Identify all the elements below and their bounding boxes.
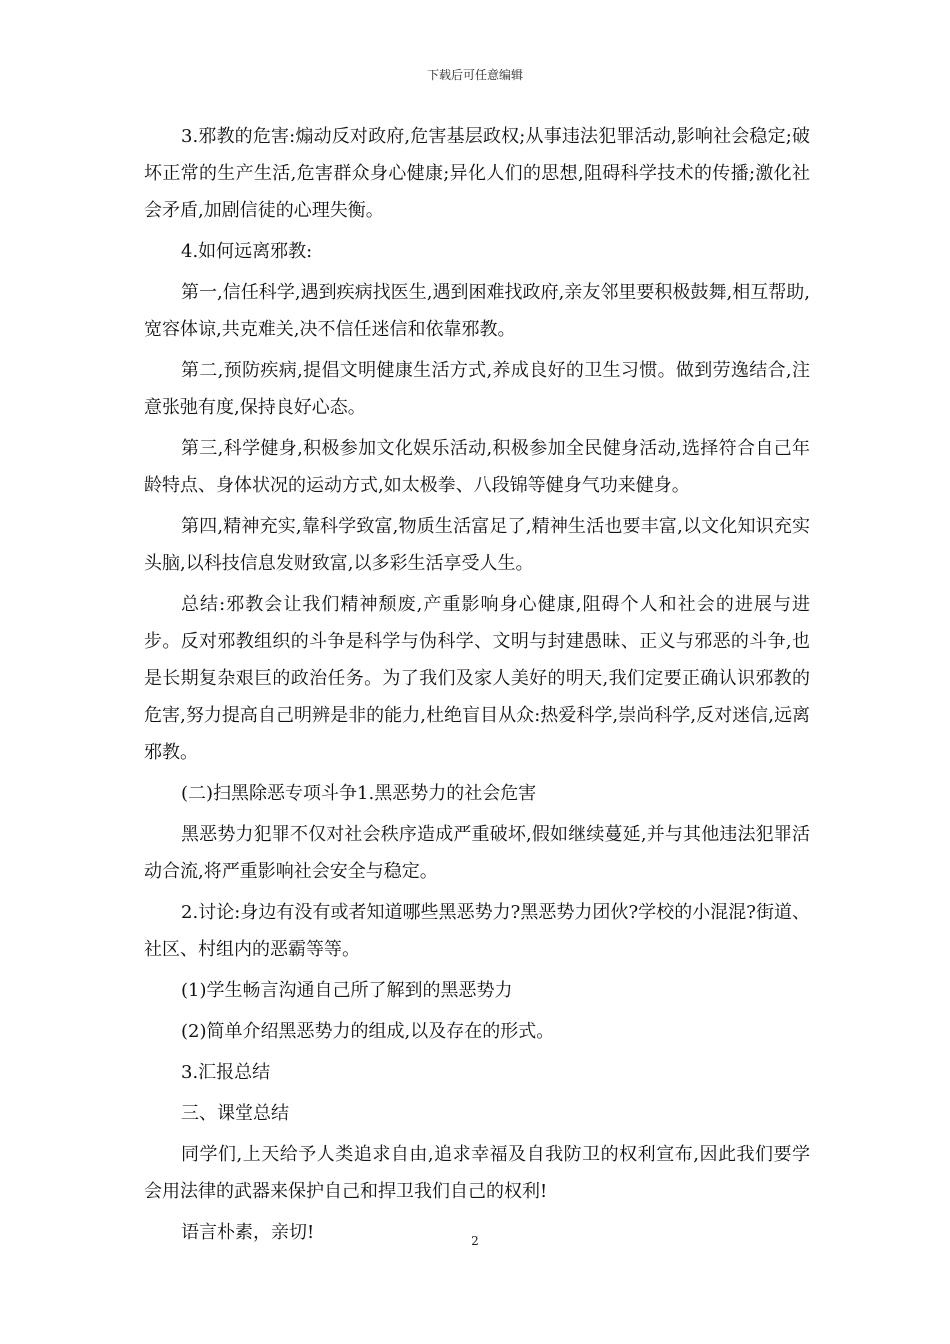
- paragraph-report-summary: 3.汇报总结: [181, 1062, 271, 1083]
- paragraph-closing-remark: 语言朴素，亲切!: [181, 1222, 315, 1243]
- paragraph-cult-harms: 3.邪教的危害:煽动反对政府,危害基层政权;从事违法犯罪活动,影响社会稳定;破坏正常的生产生活,危害群众身心健康;异化人们的思想,阻碍科学技术的传播;激化社会矛盾,加剧信徒的心理失衡。: [144, 126, 810, 221]
- section-heading-class-summary: 三、课堂总结: [181, 1103, 289, 1124]
- paragraph-students-rights: 同学们,上天给予人类追求自由,追求幸福及自我防卫的权利宣布,因此我们要学会用法律的武器来保护自己和捍卫我们自己的权利!: [144, 1144, 810, 1202]
- paragraph-how-to-stay-away: 4.如何远离邪教:: [181, 241, 313, 262]
- section-heading-anti-gang: (二)扫黑除恶专项斗争1.黑恶势力的社会危害: [181, 783, 537, 804]
- paragraph-second-prevent-disease: 第二,预防疾病,提倡文明健康生活方式,养成良好的卫生习惯。做到劳逸结合,注意张弛有度,保持良好心态。: [144, 360, 810, 418]
- page-header: 下载后可任意编辑: [426, 68, 523, 82]
- list-item-student-share: (1)学生畅言沟通自己所了解到的黑恶势力: [181, 980, 513, 1001]
- paragraph-discussion: 2.讨论:身边有没有或者知道哪些黑恶势力?黑恶势力团伙?学校的小混混?街道、社区、村组内的恶霸等等。: [144, 902, 810, 960]
- document-body: [144, 118, 810, 1255]
- paragraph-summary: 总结:邪教会让我们精神颓废,产重影响身心健康,阻碍个人和社会的进展与进步。反对邪教组织的斗争是科学与伪科学、文明与封建愚昧、正义与邪恶的斗争,也是长期复杂艰巨的政治任务。为了我们及家人美好的明天,我们定要正确认识邪教的危害,努力提高自己明辨是非的能力,杜绝盲目从众:热爱科学,崇尚科学,反对迷信,远离邪教。: [144, 594, 810, 763]
- paragraph-third-fitness: 第三,科学健身,积极参加文化娱乐活动,积极参加全民健身活动,选择符合自己年龄特点、身体状况的运动方式,如太极拳、八段锦等健身气功来健身。: [144, 438, 810, 496]
- paragraph-fourth-spirit: 第四,精神充实,靠科学致富,物质生活富足了,精神生活也要丰富,以文化知识充实头脑,以科技信息发财致富,以多彩生活享受人生。: [144, 516, 810, 574]
- page-number: 2: [471, 1234, 479, 1248]
- list-item-brief-intro: (2)简单介绍黑恶势力的组成,以及存在的形式。: [181, 1021, 555, 1042]
- paragraph-gang-crime: 黑恶势力犯罪不仅对社会秩序造成严重破坏,假如继续蔓延,并与其他违法犯罪活动合流,将严重影响社会安全与稳定。: [144, 824, 810, 882]
- paragraph-first-trust-science: 第一,信任科学,遇到疾病找医生,遇到困难找政府,亲友邻里要积极鼓舞,相互帮助,宽容体谅,共克难关,决不信任迷信和依靠邪教。: [144, 282, 810, 340]
